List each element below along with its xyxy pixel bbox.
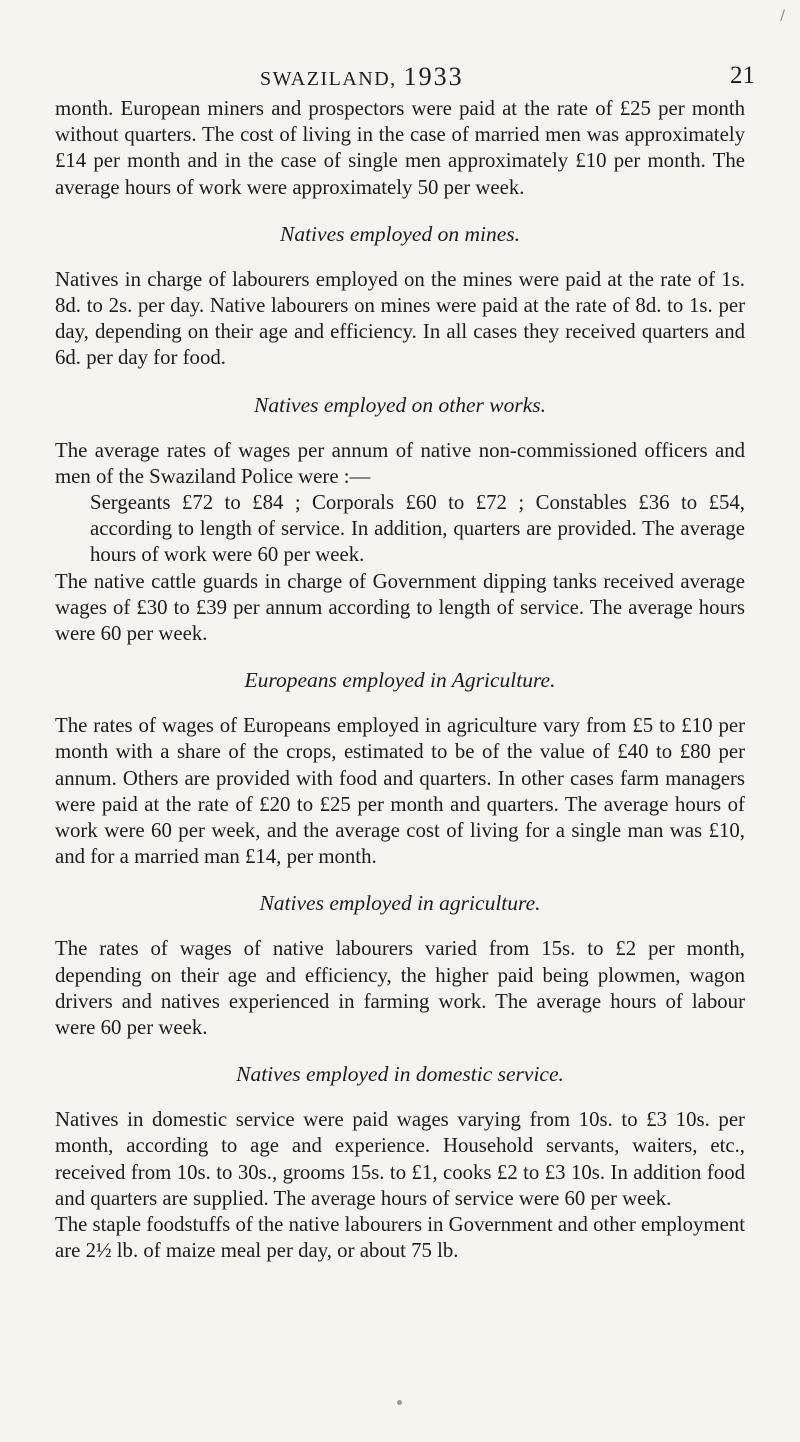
paragraph-natives-mines: Natives in charge of labourers employed on the mines were paid at the rate of 1s. 8d. to 2s. per day. Native labourers on mines were paid at the rate of 8d. to 1s. per day, depending on their age and efficiency. In all cases they received quarters and 6d. per day for food. <box>55 267 745 370</box>
paragraph-police-rates: Sergeants £72 to £84 ; Corporals £60 to £72 ; Constables £36 to £54, according to length of service. In addition, quarters are provided. The average hours of work were 60 per week. <box>90 491 745 567</box>
running-head-year: 1933 <box>403 62 464 91</box>
running-head-country: SWAZILAND, <box>260 68 397 90</box>
heading-natives-other-works: Natives employed on other works. <box>254 392 546 417</box>
corner-mark: / <box>780 8 785 24</box>
paragraph-natives-agriculture: The rates of wages of native labourers varied from 15s. to £2 per month, depending on their age and efficiency, the higher paid being plowmen, wagon drivers and natives experienced in farming work. The average hours of labour were 60 per week. <box>55 937 745 1040</box>
heading-natives-domestic: Natives employed in domestic service. <box>236 1062 564 1087</box>
paragraph-cattle-guards: The native cattle guards in charge of Government dipping tanks received average wages of £30 to £39 per annum according to length of service. The average hours were 60 per week. <box>55 569 745 646</box>
paragraph-intro: month. European miners and prospectors were paid at the rate of £25 per month without quarters. The cost of living in the case of married men was approximately £14 per month and in the case of single men approximately £10 per month. The average hours of work were approximately 50 per week. <box>55 97 745 199</box>
paragraph-europeans-agriculture: The rates of wages of Europeans employed in agriculture vary from £5 to £10 per month with a share of the crops, estimated to be of the value of £40 to £80 per annum. Others are provided with food and quarters. In other cases farm managers were paid at the rate of £20 to £25 per month and quarters. The average hours of work were 60 per week, and the average cost of living for a single man was £10, and for a married man £14, per month. <box>55 714 745 869</box>
heading-natives-agriculture: Natives employed in agriculture. <box>259 891 541 916</box>
body-text <box>55 96 745 1265</box>
police-rates-block <box>90 490 745 569</box>
heading-europeans-agriculture: Europeans employed in Agriculture. <box>244 668 556 693</box>
running-head <box>260 62 464 92</box>
heading-natives-mines: Natives employed on mines. <box>279 221 521 246</box>
page-number: 21 <box>730 62 755 89</box>
print-speck <box>397 1400 402 1405</box>
paragraph-natives-domestic: Natives in domestic service were paid wages varying from 10s. to £3 10s. per month, according to age and experience. Household servants, waiters, etc., received from 10s. to 30s., grooms 15s. to £1, cooks £2 to £3 10s. In addition food and quarters are supplied. The average hours of service were 60 per week. <box>55 1108 745 1210</box>
paragraph-staple-foodstuffs: The staple foodstuffs of the native labourers in Government and other employment are 2½ lb. of maize meal per day, or about 75 lb. <box>55 1213 745 1263</box>
paragraph-police-intro: The average rates of wages per annum of native non-commissioned officers and men of the Swaziland Police were :— <box>55 438 745 488</box>
